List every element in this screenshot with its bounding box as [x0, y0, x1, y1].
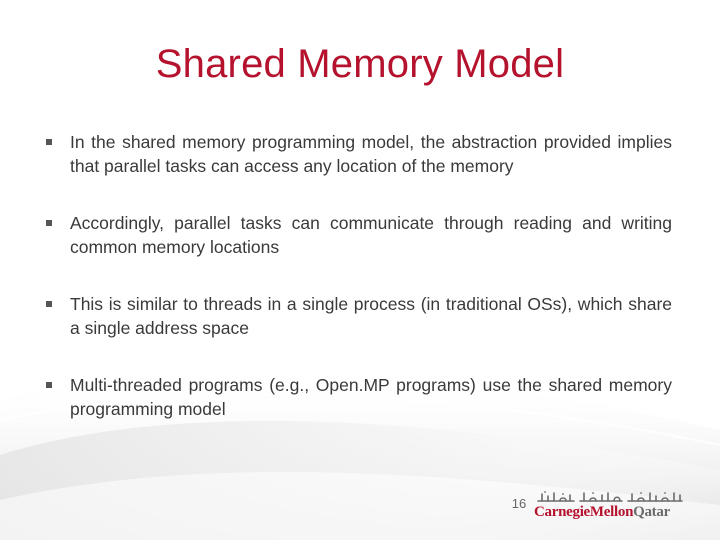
bullet-text: Multi-threaded programs (e.g., Open.MP programs) use the shared memory programming model — [70, 375, 672, 419]
arabic-wordmark-icon — [534, 490, 686, 504]
university-logo — [534, 490, 686, 522]
slide-title: Shared Memory Model — [155, 42, 565, 86]
square-bullet-icon — [46, 301, 52, 307]
square-bullet-icon — [46, 382, 52, 388]
bullet-text: This is similar to threads in a single process (in traditional OSs), which share a single address space — [70, 294, 672, 338]
bullet-list — [46, 130, 672, 421]
bullet-text: In the shared memory programming model, the abstraction provided implies that parallel tasks can access any location of the memory — [70, 132, 672, 176]
logo-name-location: Qatar — [633, 504, 670, 520]
bullet-item — [46, 130, 672, 178]
bullet-item — [46, 373, 672, 421]
square-bullet-icon — [46, 139, 52, 145]
page-number: 16 — [511, 496, 527, 511]
logo-name-main: CarnegieMellon — [534, 504, 634, 520]
bullet-item — [46, 211, 672, 259]
bullet-item — [46, 292, 672, 340]
bullet-text: Accordingly, parallel tasks can communicate through reading and writing common memory locations — [70, 213, 672, 257]
logo-wordmark — [534, 504, 686, 521]
square-bullet-icon — [46, 220, 52, 226]
